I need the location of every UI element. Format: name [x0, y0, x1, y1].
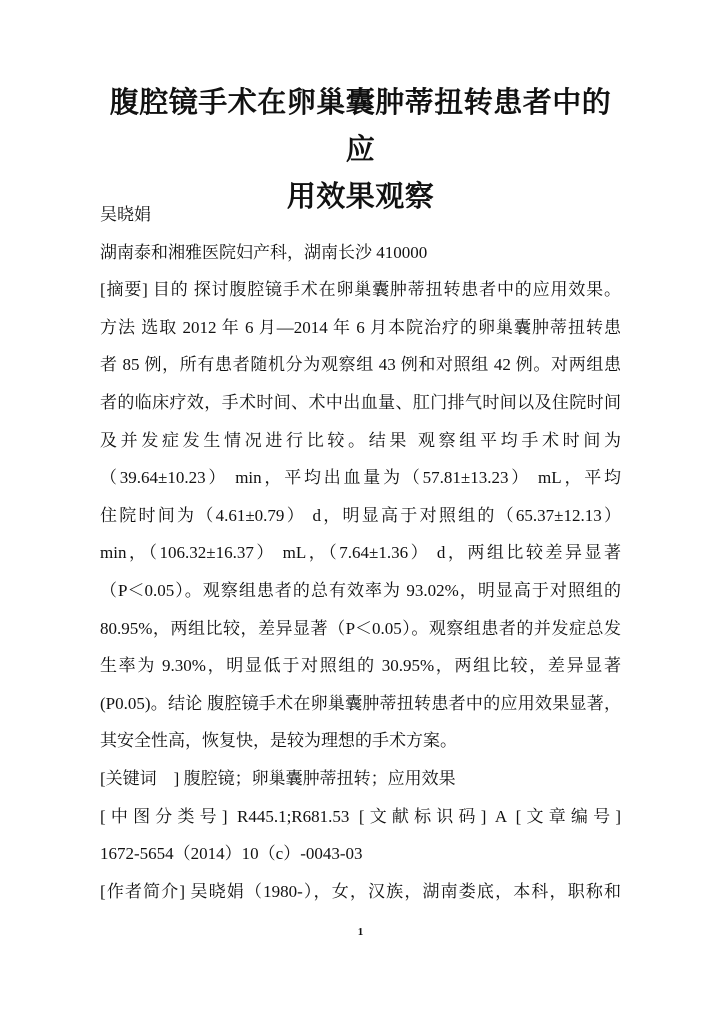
abstract-line: （P＜0.05）。观察组患者的总有效率为 93.02%，明显高于对照组的 — [100, 580, 621, 600]
abstract-line: 方法 选取 2012 年 6 月—2014 年 6 月本院治疗的卵巢囊肿蒂扭转患 — [100, 317, 621, 337]
abstract-line: 者的临床疗效，手术时间、术中出血量、肛门排气时间以及住院时间 — [100, 392, 621, 412]
abstract-line: [摘要] 目的 探讨腹腔镜手术在卵巢囊肿蒂扭转患者中的应用效果。 — [100, 280, 621, 300]
abstract-line: 住院时间为（4.61±0.79） d，明显高于对照组的（65.37±12.13） — [100, 505, 621, 525]
paper-title-line-1: 腹腔镜手术在卵巢囊肿蒂扭转患者中的应 — [109, 87, 612, 166]
abstract-line: (P0.05)。结论 腹腔镜手术在卵巢囊肿蒂扭转患者中的应用效果显著， — [100, 693, 621, 713]
abstract-line: 80.95%，两组比较，差异显著（P＜0.05）。观察组患者的并发症总发 — [100, 618, 621, 638]
paper-title-line-2: 用效果观察 — [286, 181, 435, 213]
article-number-line: 1672-5654（2014）10（c）-0043-03 — [100, 844, 363, 864]
paper-body — [100, 196, 621, 910]
abstract-line: （39.64±10.23） min，平均出血量为（57.81±13.23） mL，平均 — [100, 468, 621, 488]
abstract-line: 其安全性高，恢复快，是较为理想的手术方案。 — [100, 731, 457, 751]
abstract-line: 及并发症发生情况进行比较。结果 观察组平均手术时间为 — [100, 430, 621, 450]
abstract-line: 生率为 9.30%，明显低于对照组的 30.95%，两组比较，差异显著 — [100, 656, 621, 676]
author-name: 吴晓娟 — [100, 205, 151, 224]
page-number: 1 — [357, 926, 364, 938]
author-affiliation: 湖南泰和湘雅医院妇产科，湖南长沙 410000 — [100, 242, 428, 262]
abstract-line: 者 85 例，所有患者随机分为观察组 43 例和对照组 42 例。对两组患 — [100, 355, 621, 375]
keywords-line: [关键词 ] 腹腔镜；卵巢囊肿蒂扭转；应用效果 — [100, 768, 456, 788]
author-bio-line: [作者简介] 吴晓娟（1980-），女，汉族，湖南娄底，本科，职称和 — [100, 881, 621, 901]
abstract-line: min，（106.32±16.37） mL，（7.64±1.36） d，两组比较差异显著 — [100, 543, 621, 563]
classification-line: [中图分类号] R445.1;R681.53 [文献标识码] A [文章编号] — [100, 806, 621, 826]
